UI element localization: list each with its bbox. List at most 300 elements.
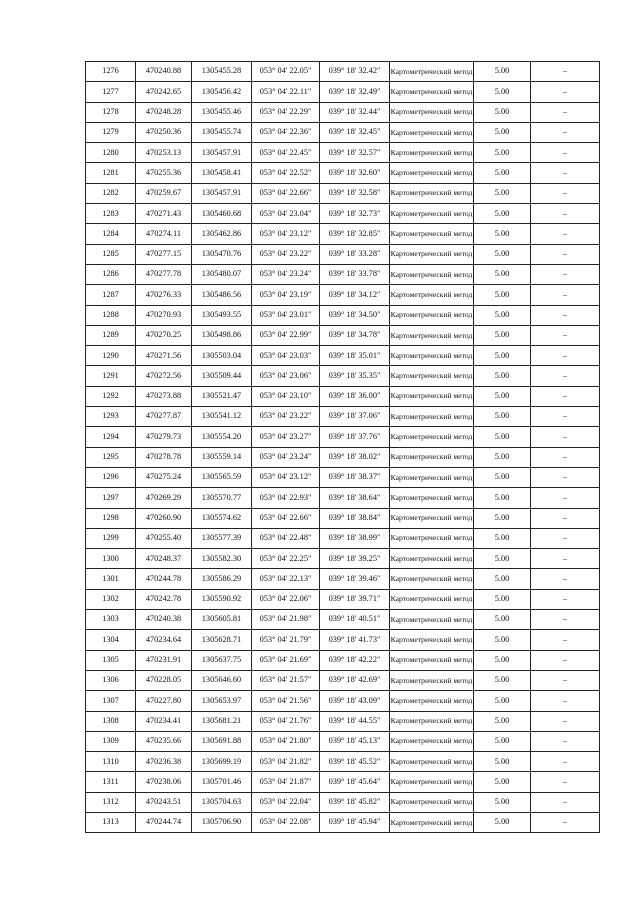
y-coordinate-cell: 1305470.76 bbox=[192, 244, 252, 264]
y-coordinate-cell: 1305637.75 bbox=[192, 650, 252, 670]
longitude-cell: 039° 18' 34.12" bbox=[320, 285, 390, 305]
note-cell: – bbox=[531, 102, 600, 122]
y-coordinate-cell: 1305480.07 bbox=[192, 264, 252, 284]
note-cell: – bbox=[531, 691, 600, 711]
y-coordinate-cell: 1305704.63 bbox=[192, 792, 252, 812]
table-row bbox=[86, 488, 600, 508]
method-cell: Картометрический метод bbox=[390, 62, 474, 82]
y-coordinate-cell: 1305486.56 bbox=[192, 285, 252, 305]
table-row bbox=[86, 346, 600, 366]
method-cell: Картометрический метод bbox=[390, 711, 474, 731]
accuracy-cell: 5.00 bbox=[474, 447, 531, 467]
latitude-cell: 053° 04' 22.13" bbox=[252, 569, 320, 589]
method-cell: Картометрический метод bbox=[390, 244, 474, 264]
note-cell: – bbox=[531, 143, 600, 163]
point-number-cell: 1289 bbox=[86, 325, 136, 345]
longitude-cell: 039° 18' 32.85" bbox=[320, 224, 390, 244]
table-row bbox=[86, 163, 600, 183]
longitude-cell: 039° 18' 38.37" bbox=[320, 467, 390, 487]
latitude-cell: 053° 04' 23.03" bbox=[252, 346, 320, 366]
longitude-cell: 039° 18' 38.02" bbox=[320, 447, 390, 467]
y-coordinate-cell: 1305493.55 bbox=[192, 305, 252, 325]
longitude-cell: 039° 18' 32.60" bbox=[320, 163, 390, 183]
note-cell: – bbox=[531, 467, 600, 487]
y-coordinate-cell: 1305605.81 bbox=[192, 610, 252, 630]
longitude-cell: 039° 18' 34.78" bbox=[320, 325, 390, 345]
point-number-cell: 1308 bbox=[86, 711, 136, 731]
method-cell: Картометрический метод bbox=[390, 163, 474, 183]
accuracy-cell: 5.00 bbox=[474, 812, 531, 832]
x-coordinate-cell: 470270.25 bbox=[136, 325, 192, 345]
point-number-cell: 1309 bbox=[86, 731, 136, 751]
latitude-cell: 053° 04' 23.04" bbox=[252, 204, 320, 224]
latitude-cell: 053° 04' 23.10" bbox=[252, 386, 320, 406]
y-coordinate-cell: 1305455.74 bbox=[192, 122, 252, 142]
accuracy-cell: 5.00 bbox=[474, 102, 531, 122]
accuracy-cell: 5.00 bbox=[474, 285, 531, 305]
latitude-cell: 053° 04' 21.57" bbox=[252, 670, 320, 690]
x-coordinate-cell: 470240.38 bbox=[136, 610, 192, 630]
y-coordinate-cell: 1305456.42 bbox=[192, 82, 252, 102]
note-cell: – bbox=[531, 346, 600, 366]
method-cell: Картометрический метод bbox=[390, 650, 474, 670]
method-cell: Картометрический метод bbox=[390, 610, 474, 630]
note-cell: – bbox=[531, 427, 600, 447]
table-row bbox=[86, 62, 600, 82]
y-coordinate-cell: 1305559.14 bbox=[192, 447, 252, 467]
y-coordinate-cell: 1305509.44 bbox=[192, 366, 252, 386]
latitude-cell: 053° 04' 23.24" bbox=[252, 264, 320, 284]
latitude-cell: 053° 04' 21.80" bbox=[252, 731, 320, 751]
y-coordinate-cell: 1305462.86 bbox=[192, 224, 252, 244]
method-cell: Картометрический метод bbox=[390, 366, 474, 386]
table-row bbox=[86, 508, 600, 528]
x-coordinate-cell: 470235.66 bbox=[136, 731, 192, 751]
point-number-cell: 1292 bbox=[86, 386, 136, 406]
x-coordinate-cell: 470236.38 bbox=[136, 752, 192, 772]
method-cell: Картометрический метод bbox=[390, 630, 474, 650]
x-coordinate-cell: 470234.41 bbox=[136, 711, 192, 731]
table-row bbox=[86, 792, 600, 812]
x-coordinate-cell: 470234.64 bbox=[136, 630, 192, 650]
point-number-cell: 1285 bbox=[86, 244, 136, 264]
latitude-cell: 053° 04' 23.19" bbox=[252, 285, 320, 305]
latitude-cell: 053° 04' 21.79" bbox=[252, 630, 320, 650]
method-cell: Картометрический метод bbox=[390, 752, 474, 772]
point-number-cell: 1310 bbox=[86, 752, 136, 772]
longitude-cell: 039° 18' 45.82" bbox=[320, 792, 390, 812]
longitude-cell: 039° 18' 45.64" bbox=[320, 772, 390, 792]
longitude-cell: 039° 18' 45.94" bbox=[320, 812, 390, 832]
table-row bbox=[86, 711, 600, 731]
accuracy-cell: 5.00 bbox=[474, 163, 531, 183]
accuracy-cell: 5.00 bbox=[474, 569, 531, 589]
accuracy-cell: 5.00 bbox=[474, 711, 531, 731]
table-row bbox=[86, 650, 600, 670]
x-coordinate-cell: 470273.88 bbox=[136, 386, 192, 406]
longitude-cell: 039° 18' 35.35" bbox=[320, 366, 390, 386]
latitude-cell: 053° 04' 22.25" bbox=[252, 549, 320, 569]
note-cell: – bbox=[531, 772, 600, 792]
longitude-cell: 039° 18' 39.25" bbox=[320, 549, 390, 569]
y-coordinate-cell: 1305646.60 bbox=[192, 670, 252, 690]
x-coordinate-cell: 470244.74 bbox=[136, 812, 192, 832]
x-coordinate-cell: 470244.78 bbox=[136, 569, 192, 589]
note-cell: – bbox=[531, 204, 600, 224]
point-number-cell: 1294 bbox=[86, 427, 136, 447]
table-row bbox=[86, 467, 600, 487]
y-coordinate-cell: 1305586.29 bbox=[192, 569, 252, 589]
note-cell: – bbox=[531, 82, 600, 102]
accuracy-cell: 5.00 bbox=[474, 467, 531, 487]
longitude-cell: 039° 18' 37.06" bbox=[320, 407, 390, 427]
y-coordinate-cell: 1305691.88 bbox=[192, 731, 252, 751]
x-coordinate-cell: 470278.78 bbox=[136, 447, 192, 467]
method-cell: Картометрический метод bbox=[390, 812, 474, 832]
x-coordinate-cell: 470255.36 bbox=[136, 163, 192, 183]
accuracy-cell: 5.00 bbox=[474, 346, 531, 366]
latitude-cell: 053° 04' 23.12" bbox=[252, 224, 320, 244]
method-cell: Картометрический метод bbox=[390, 346, 474, 366]
method-cell: Картометрический метод bbox=[390, 467, 474, 487]
latitude-cell: 053° 04' 22.36" bbox=[252, 122, 320, 142]
note-cell: – bbox=[531, 305, 600, 325]
method-cell: Картометрический метод bbox=[390, 82, 474, 102]
table-row bbox=[86, 183, 600, 203]
x-coordinate-cell: 470275.24 bbox=[136, 467, 192, 487]
point-number-cell: 1299 bbox=[86, 528, 136, 548]
longitude-cell: 039° 18' 41.73" bbox=[320, 630, 390, 650]
table-row bbox=[86, 670, 600, 690]
note-cell: – bbox=[531, 386, 600, 406]
longitude-cell: 039° 18' 36.00" bbox=[320, 386, 390, 406]
note-cell: – bbox=[531, 528, 600, 548]
note-cell: – bbox=[531, 670, 600, 690]
latitude-cell: 053° 04' 22.05" bbox=[252, 62, 320, 82]
longitude-cell: 039° 18' 33.28" bbox=[320, 244, 390, 264]
accuracy-cell: 5.00 bbox=[474, 183, 531, 203]
note-cell: – bbox=[531, 508, 600, 528]
latitude-cell: 053° 04' 21.56" bbox=[252, 691, 320, 711]
method-cell: Картометрический метод bbox=[390, 670, 474, 690]
latitude-cell: 053° 04' 22.08" bbox=[252, 812, 320, 832]
note-cell: – bbox=[531, 711, 600, 731]
y-coordinate-cell: 1305706.90 bbox=[192, 812, 252, 832]
accuracy-cell: 5.00 bbox=[474, 589, 531, 609]
x-coordinate-cell: 470250.36 bbox=[136, 122, 192, 142]
table-row bbox=[86, 305, 600, 325]
latitude-cell: 053° 04' 22.66" bbox=[252, 508, 320, 528]
method-cell: Картометрический метод bbox=[390, 305, 474, 325]
latitude-cell: 053° 04' 22.45" bbox=[252, 143, 320, 163]
longitude-cell: 039° 18' 35.01" bbox=[320, 346, 390, 366]
y-coordinate-cell: 1305521.47 bbox=[192, 386, 252, 406]
method-cell: Картометрический метод bbox=[390, 204, 474, 224]
y-coordinate-cell: 1305460.68 bbox=[192, 204, 252, 224]
method-cell: Картометрический метод bbox=[390, 589, 474, 609]
y-coordinate-cell: 1305554.20 bbox=[192, 427, 252, 447]
table-row bbox=[86, 366, 600, 386]
accuracy-cell: 5.00 bbox=[474, 792, 531, 812]
method-cell: Картометрический метод bbox=[390, 731, 474, 751]
table-row bbox=[86, 122, 600, 142]
method-cell: Картометрический метод bbox=[390, 427, 474, 447]
longitude-cell: 039° 18' 38.64" bbox=[320, 488, 390, 508]
table-row bbox=[86, 549, 600, 569]
method-cell: Картометрический метод bbox=[390, 122, 474, 142]
y-coordinate-cell: 1305582.30 bbox=[192, 549, 252, 569]
point-number-cell: 1287 bbox=[86, 285, 136, 305]
latitude-cell: 053° 04' 23.22" bbox=[252, 407, 320, 427]
latitude-cell: 053° 04' 21.82" bbox=[252, 752, 320, 772]
latitude-cell: 053° 04' 22.52" bbox=[252, 163, 320, 183]
latitude-cell: 053° 04' 22.48" bbox=[252, 528, 320, 548]
point-number-cell: 1296 bbox=[86, 467, 136, 487]
note-cell: – bbox=[531, 488, 600, 508]
accuracy-cell: 5.00 bbox=[474, 610, 531, 630]
note-cell: – bbox=[531, 244, 600, 264]
y-coordinate-cell: 1305590.92 bbox=[192, 589, 252, 609]
point-number-cell: 1291 bbox=[86, 366, 136, 386]
accuracy-cell: 5.00 bbox=[474, 752, 531, 772]
method-cell: Картометрический метод bbox=[390, 264, 474, 284]
accuracy-cell: 5.00 bbox=[474, 691, 531, 711]
accuracy-cell: 5.00 bbox=[474, 427, 531, 447]
accuracy-cell: 5.00 bbox=[474, 122, 531, 142]
method-cell: Картометрический метод bbox=[390, 792, 474, 812]
latitude-cell: 053° 04' 21.69" bbox=[252, 650, 320, 670]
y-coordinate-cell: 1305455.46 bbox=[192, 102, 252, 122]
table-row bbox=[86, 82, 600, 102]
accuracy-cell: 5.00 bbox=[474, 264, 531, 284]
method-cell: Картометрический метод bbox=[390, 407, 474, 427]
method-cell: Картометрический метод bbox=[390, 447, 474, 467]
latitude-cell: 053° 04' 23.01" bbox=[252, 305, 320, 325]
point-number-cell: 1304 bbox=[86, 630, 136, 650]
method-cell: Картометрический метод bbox=[390, 549, 474, 569]
note-cell: – bbox=[531, 122, 600, 142]
accuracy-cell: 5.00 bbox=[474, 508, 531, 528]
accuracy-cell: 5.00 bbox=[474, 204, 531, 224]
point-number-cell: 1313 bbox=[86, 812, 136, 832]
point-number-cell: 1277 bbox=[86, 82, 136, 102]
latitude-cell: 053° 04' 22.06" bbox=[252, 589, 320, 609]
y-coordinate-cell: 1305699.19 bbox=[192, 752, 252, 772]
accuracy-cell: 5.00 bbox=[474, 650, 531, 670]
x-coordinate-cell: 470274.11 bbox=[136, 224, 192, 244]
table-row bbox=[86, 772, 600, 792]
x-coordinate-cell: 470279.73 bbox=[136, 427, 192, 447]
longitude-cell: 039° 18' 32.44" bbox=[320, 102, 390, 122]
latitude-cell: 053° 04' 23.06" bbox=[252, 366, 320, 386]
latitude-cell: 053° 04' 21.98" bbox=[252, 610, 320, 630]
x-coordinate-cell: 470260.90 bbox=[136, 508, 192, 528]
accuracy-cell: 5.00 bbox=[474, 325, 531, 345]
point-number-cell: 1298 bbox=[86, 508, 136, 528]
note-cell: – bbox=[531, 812, 600, 832]
accuracy-cell: 5.00 bbox=[474, 244, 531, 264]
y-coordinate-cell: 1305503.04 bbox=[192, 346, 252, 366]
x-coordinate-cell: 470238.06 bbox=[136, 772, 192, 792]
x-coordinate-cell: 470228.05 bbox=[136, 670, 192, 690]
latitude-cell: 053° 04' 22.93" bbox=[252, 488, 320, 508]
method-cell: Картометрический метод bbox=[390, 224, 474, 244]
note-cell: – bbox=[531, 264, 600, 284]
point-number-cell: 1282 bbox=[86, 183, 136, 203]
y-coordinate-cell: 1305498.86 bbox=[192, 325, 252, 345]
table-row bbox=[86, 244, 600, 264]
coordinates-table bbox=[85, 61, 600, 833]
latitude-cell: 053° 04' 22.04" bbox=[252, 792, 320, 812]
point-number-cell: 1305 bbox=[86, 650, 136, 670]
table-row bbox=[86, 731, 600, 751]
point-number-cell: 1303 bbox=[86, 610, 136, 630]
table-row bbox=[86, 102, 600, 122]
note-cell: – bbox=[531, 630, 600, 650]
longitude-cell: 039° 18' 45.13" bbox=[320, 731, 390, 751]
table-row bbox=[86, 630, 600, 650]
method-cell: Картометрический метод bbox=[390, 285, 474, 305]
table-row bbox=[86, 447, 600, 467]
point-number-cell: 1301 bbox=[86, 569, 136, 589]
note-cell: – bbox=[531, 447, 600, 467]
point-number-cell: 1311 bbox=[86, 772, 136, 792]
note-cell: – bbox=[531, 610, 600, 630]
longitude-cell: 039° 18' 34.50" bbox=[320, 305, 390, 325]
y-coordinate-cell: 1305457.91 bbox=[192, 183, 252, 203]
latitude-cell: 053° 04' 21.76" bbox=[252, 711, 320, 731]
longitude-cell: 039° 18' 40.51" bbox=[320, 610, 390, 630]
x-coordinate-cell: 470255.40 bbox=[136, 528, 192, 548]
latitude-cell: 053° 04' 22.66" bbox=[252, 183, 320, 203]
longitude-cell: 039° 18' 32.42" bbox=[320, 62, 390, 82]
longitude-cell: 039° 18' 39.46" bbox=[320, 569, 390, 589]
point-number-cell: 1302 bbox=[86, 589, 136, 609]
table-row bbox=[86, 407, 600, 427]
x-coordinate-cell: 470242.78 bbox=[136, 589, 192, 609]
latitude-cell: 053° 04' 22.99" bbox=[252, 325, 320, 345]
accuracy-cell: 5.00 bbox=[474, 82, 531, 102]
accuracy-cell: 5.00 bbox=[474, 366, 531, 386]
longitude-cell: 039° 18' 38.84" bbox=[320, 508, 390, 528]
table-body bbox=[86, 62, 600, 833]
point-number-cell: 1290 bbox=[86, 346, 136, 366]
note-cell: – bbox=[531, 549, 600, 569]
x-coordinate-cell: 470269.29 bbox=[136, 488, 192, 508]
y-coordinate-cell: 1305455.28 bbox=[192, 62, 252, 82]
accuracy-cell: 5.00 bbox=[474, 488, 531, 508]
x-coordinate-cell: 470242.65 bbox=[136, 82, 192, 102]
x-coordinate-cell: 470276.33 bbox=[136, 285, 192, 305]
table-row bbox=[86, 285, 600, 305]
point-number-cell: 1279 bbox=[86, 122, 136, 142]
point-number-cell: 1276 bbox=[86, 62, 136, 82]
latitude-cell: 053° 04' 23.12" bbox=[252, 467, 320, 487]
latitude-cell: 053° 04' 23.22" bbox=[252, 244, 320, 264]
note-cell: – bbox=[531, 285, 600, 305]
x-coordinate-cell: 470277.15 bbox=[136, 244, 192, 264]
longitude-cell: 039° 18' 32.57" bbox=[320, 143, 390, 163]
table-row bbox=[86, 589, 600, 609]
accuracy-cell: 5.00 bbox=[474, 386, 531, 406]
y-coordinate-cell: 1305457.91 bbox=[192, 143, 252, 163]
latitude-cell: 053° 04' 22.11" bbox=[252, 82, 320, 102]
table-row bbox=[86, 224, 600, 244]
note-cell: – bbox=[531, 752, 600, 772]
note-cell: – bbox=[531, 650, 600, 670]
longitude-cell: 039° 18' 32.58" bbox=[320, 183, 390, 203]
longitude-cell: 039° 18' 45.52" bbox=[320, 752, 390, 772]
method-cell: Картометрический метод bbox=[390, 102, 474, 122]
x-coordinate-cell: 470270.93 bbox=[136, 305, 192, 325]
point-number-cell: 1281 bbox=[86, 163, 136, 183]
x-coordinate-cell: 470277.87 bbox=[136, 407, 192, 427]
longitude-cell: 039° 18' 39.71" bbox=[320, 589, 390, 609]
note-cell: – bbox=[531, 183, 600, 203]
point-number-cell: 1283 bbox=[86, 204, 136, 224]
point-number-cell: 1280 bbox=[86, 143, 136, 163]
table-row bbox=[86, 386, 600, 406]
x-coordinate-cell: 470240.88 bbox=[136, 62, 192, 82]
method-cell: Картометрический метод bbox=[390, 528, 474, 548]
x-coordinate-cell: 470271.43 bbox=[136, 204, 192, 224]
note-cell: – bbox=[531, 366, 600, 386]
longitude-cell: 039° 18' 43.09" bbox=[320, 691, 390, 711]
method-cell: Картометрический метод bbox=[390, 325, 474, 345]
accuracy-cell: 5.00 bbox=[474, 305, 531, 325]
method-cell: Картометрический метод bbox=[390, 488, 474, 508]
table-row bbox=[86, 528, 600, 548]
x-coordinate-cell: 470231.91 bbox=[136, 650, 192, 670]
longitude-cell: 039° 18' 33.78" bbox=[320, 264, 390, 284]
accuracy-cell: 5.00 bbox=[474, 630, 531, 650]
x-coordinate-cell: 470271.56 bbox=[136, 346, 192, 366]
note-cell: – bbox=[531, 569, 600, 589]
point-number-cell: 1306 bbox=[86, 670, 136, 690]
note-cell: – bbox=[531, 325, 600, 345]
table-row bbox=[86, 427, 600, 447]
table-row bbox=[86, 325, 600, 345]
latitude-cell: 053° 04' 22.29" bbox=[252, 102, 320, 122]
table-row bbox=[86, 264, 600, 284]
latitude-cell: 053° 04' 21.87" bbox=[252, 772, 320, 792]
point-number-cell: 1286 bbox=[86, 264, 136, 284]
point-number-cell: 1284 bbox=[86, 224, 136, 244]
method-cell: Картометрический метод bbox=[390, 183, 474, 203]
note-cell: – bbox=[531, 163, 600, 183]
method-cell: Картометрический метод bbox=[390, 691, 474, 711]
y-coordinate-cell: 1305577.39 bbox=[192, 528, 252, 548]
y-coordinate-cell: 1305570.77 bbox=[192, 488, 252, 508]
point-number-cell: 1295 bbox=[86, 447, 136, 467]
note-cell: – bbox=[531, 62, 600, 82]
y-coordinate-cell: 1305653.97 bbox=[192, 691, 252, 711]
longitude-cell: 039° 18' 32.45" bbox=[320, 122, 390, 142]
note-cell: – bbox=[531, 589, 600, 609]
x-coordinate-cell: 470227.80 bbox=[136, 691, 192, 711]
x-coordinate-cell: 470277.78 bbox=[136, 264, 192, 284]
table-row bbox=[86, 691, 600, 711]
method-cell: Картометрический метод bbox=[390, 386, 474, 406]
method-cell: Картометрический метод bbox=[390, 772, 474, 792]
method-cell: Картометрический метод bbox=[390, 143, 474, 163]
x-coordinate-cell: 470259.67 bbox=[136, 183, 192, 203]
y-coordinate-cell: 1305628.71 bbox=[192, 630, 252, 650]
table-row bbox=[86, 204, 600, 224]
note-cell: – bbox=[531, 407, 600, 427]
table-row bbox=[86, 569, 600, 589]
accuracy-cell: 5.00 bbox=[474, 224, 531, 244]
